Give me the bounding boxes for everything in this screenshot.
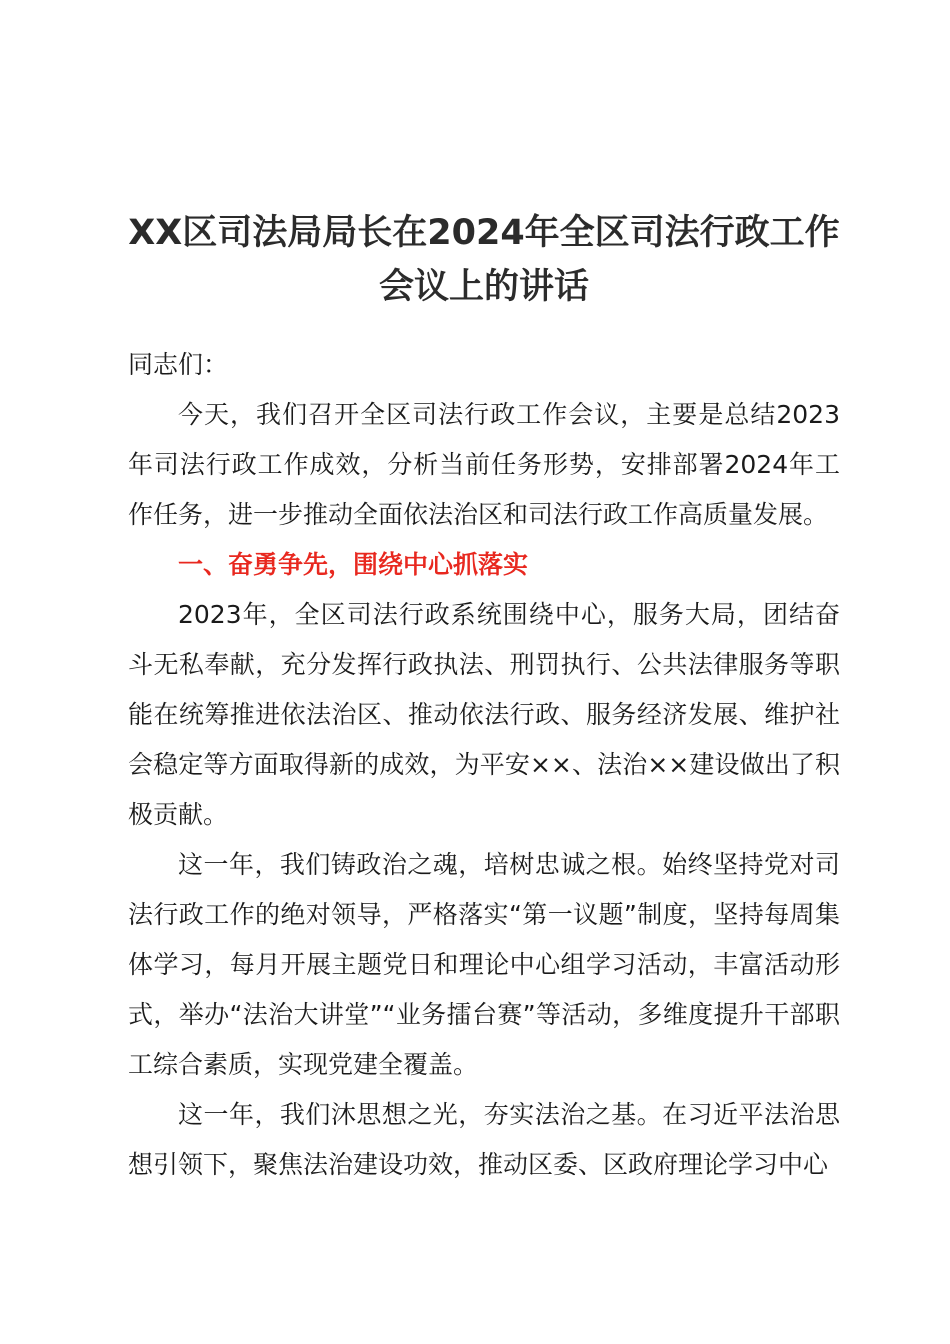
section1-paragraph-2: 这一年，我们铸政治之魂，培树忠诚之根。始终坚持党对司法行政工作的绝对领导，严格落实“第一议题”制度，坚持每周集体学习，每月开展主题党日和理论中心组学习活动，丰富活动形式，举办“法治大讲堂”“业务擂台赛”等活动，多维度提升干部职工综合素质，实现党建全覆盖。 (128, 850, 840, 1079)
document-title (114, 206, 854, 314)
salutation: 同志们： (128, 350, 229, 379)
section1-paragraph-3: 这一年，我们沐思想之光，夯实法治之基。在习近平法治思想引领下，聚焦法治建设功效，推动区委、区政府理论学习中心 (128, 1100, 840, 1179)
title-line-2: 会议上的讲话 (378, 267, 589, 307)
intro-paragraph: 今天，我们召开全区司法行政工作会议，主要是总结2023年司法行政工作成效，分析当前任务形势，安排部署2024年工作任务，进一步推动全面依法治区和司法行政工作高质量发展。 (128, 400, 840, 529)
document-page (128, 206, 840, 1190)
section1-paragraph-1: 2023年，全区司法行政系统围绕中心，服务大局，团结奋斗无私奉献，充分发挥行政执法、刑罚执行、公共法律服务等职能在统筹推进依法治区、推动依法行政、服务经济发展、维护社会稳定等方面取得新的成效，为平安××、法治××建设做出了积极贡献。 (128, 600, 840, 829)
section-heading-1: 一、奋勇争先，围绕中心抓落实 (178, 550, 529, 579)
title-line-1: XX区司法局局长在2024年全区司法行政工作 (128, 213, 840, 253)
